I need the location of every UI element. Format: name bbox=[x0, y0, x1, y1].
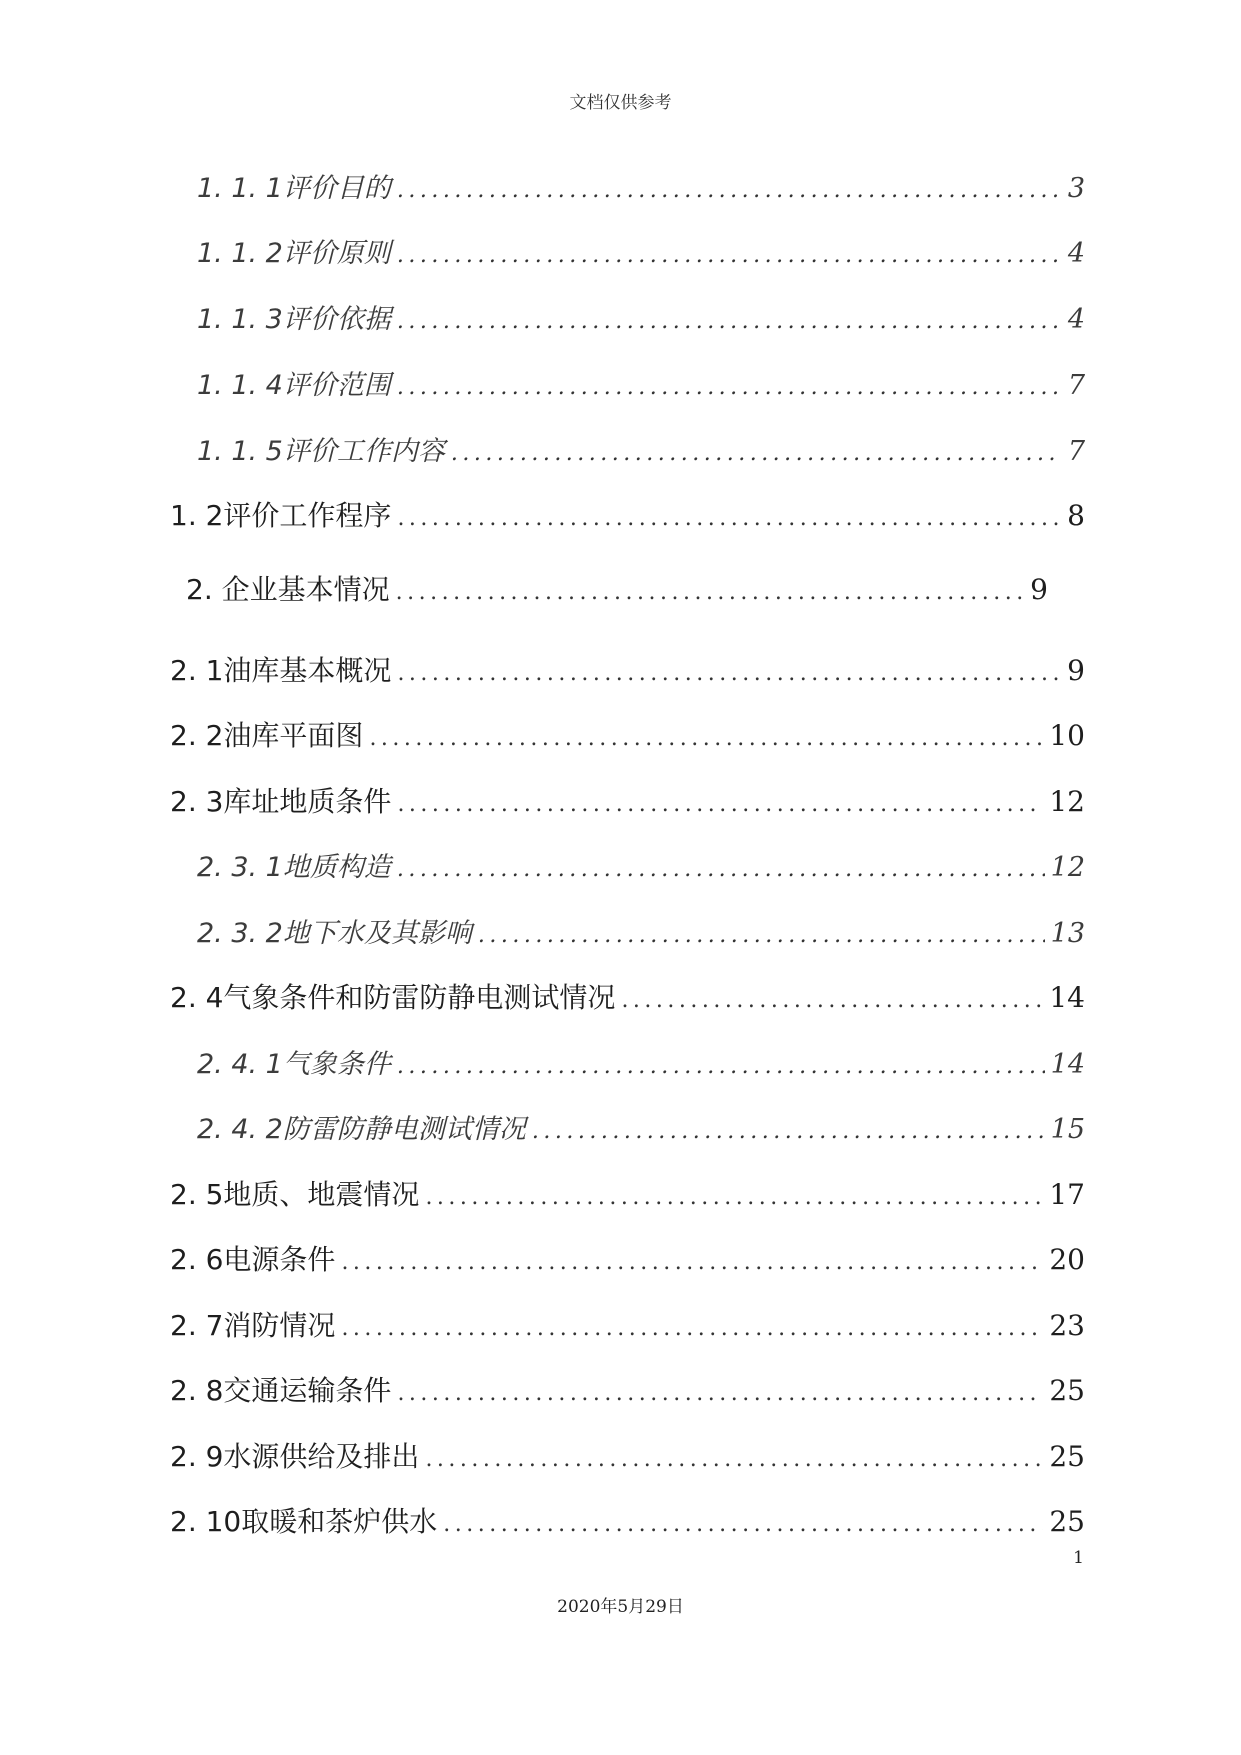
toc-entry[interactable] bbox=[170, 976, 1085, 1016]
toc-entry[interactable] bbox=[170, 780, 1085, 820]
toc-entry-label: 2. 4气象条件和防雷防静电测试情况 bbox=[170, 981, 616, 1014]
toc-entry-page: 12 bbox=[1050, 852, 1085, 883]
toc-entry[interactable] bbox=[197, 1042, 1085, 1082]
toc-entry-label: 2. 4. 2防雷防静电测试情况 bbox=[197, 1114, 526, 1145]
toc-entry-page: 25 bbox=[1049, 1505, 1085, 1538]
toc-entry-page: 25 bbox=[1049, 1374, 1085, 1407]
toc-entry-page: 17 bbox=[1049, 1178, 1085, 1211]
footer-date: 2020年5月29日 bbox=[557, 1597, 684, 1617]
toc-dot-leader bbox=[341, 1250, 1043, 1275]
toc-dot-leader bbox=[369, 726, 1043, 751]
toc-entry-label: 2. 3库址地质条件 bbox=[170, 785, 392, 818]
toc-entry[interactable] bbox=[197, 845, 1085, 885]
toc-entry-label: 2. 企业基本情况 bbox=[186, 573, 390, 606]
toc-entry[interactable] bbox=[170, 1238, 1085, 1278]
toc-dot-leader bbox=[397, 506, 1061, 531]
toc-entry-page: 9 bbox=[1030, 573, 1048, 606]
toc-dot-leader bbox=[397, 792, 1043, 817]
toc-entry-label: 1. 1. 3评价依据 bbox=[197, 304, 391, 335]
page-number: 1 bbox=[1073, 1548, 1084, 1568]
toc-dot-leader bbox=[451, 441, 1062, 466]
toc-entry-label: 2. 5地质、地震情况 bbox=[170, 1178, 420, 1211]
page-header: 文档仅供参考 bbox=[569, 93, 672, 113]
toc-dot-leader bbox=[397, 661, 1061, 686]
toc-entry-page: 15 bbox=[1050, 1114, 1085, 1145]
toc-entry[interactable] bbox=[170, 649, 1085, 689]
toc-entry[interactable] bbox=[170, 494, 1085, 534]
toc-entry[interactable] bbox=[170, 1369, 1085, 1409]
toc-entry-label: 1. 1. 1评价目的 bbox=[197, 173, 391, 204]
toc-entry-page: 14 bbox=[1050, 1049, 1085, 1080]
toc-entry[interactable] bbox=[197, 429, 1085, 469]
toc-dot-leader bbox=[397, 243, 1062, 268]
toc-entry-label: 1. 1. 5评价工作内容 bbox=[197, 436, 445, 467]
toc-dot-leader bbox=[425, 1185, 1043, 1210]
toc-entry-page: 25 bbox=[1049, 1440, 1085, 1473]
toc-entry-label: 2. 1油库基本概况 bbox=[170, 654, 392, 687]
toc-entry-label: 1. 1. 4评价范围 bbox=[197, 370, 391, 401]
toc-entry-label: 2. 8交通运输条件 bbox=[170, 1374, 392, 1407]
toc-entry-page: 23 bbox=[1049, 1309, 1085, 1342]
toc-entry-label: 2. 3. 2地下水及其影响 bbox=[197, 918, 472, 949]
toc-entry-label: 2. 4. 1气象条件 bbox=[197, 1049, 391, 1080]
toc-entry-label: 2. 6电源条件 bbox=[170, 1243, 336, 1276]
toc-entry[interactable] bbox=[170, 1435, 1085, 1475]
toc-entry-label: 2. 9水源供给及排出 bbox=[170, 1440, 420, 1473]
toc-entry-label: 1. 1. 2评价原则 bbox=[197, 238, 391, 269]
toc-dot-leader bbox=[397, 1381, 1043, 1406]
toc-entry-page: 14 bbox=[1049, 981, 1085, 1014]
toc-entry[interactable] bbox=[197, 231, 1085, 271]
toc-entry-page: 9 bbox=[1067, 654, 1085, 687]
toc-dot-leader bbox=[341, 1316, 1043, 1341]
toc-entry[interactable] bbox=[170, 1500, 1085, 1540]
toc-entry-label: 1. 2评价工作程序 bbox=[170, 499, 392, 532]
toc-dot-leader bbox=[397, 375, 1062, 400]
toc-entry[interactable] bbox=[197, 297, 1085, 337]
toc-dot-leader bbox=[396, 580, 1025, 605]
toc-entry[interactable] bbox=[197, 363, 1085, 403]
toc-entry-label: 2. 7消防情况 bbox=[170, 1309, 336, 1342]
toc-entry-page: 4 bbox=[1067, 238, 1085, 269]
toc-entry[interactable] bbox=[186, 568, 1048, 608]
toc-dot-leader bbox=[478, 923, 1045, 948]
toc-entry-page: 13 bbox=[1050, 918, 1085, 949]
toc-dot-leader bbox=[443, 1512, 1043, 1537]
toc-dot-leader bbox=[397, 178, 1062, 203]
toc-entry-label: 2. 10取暖和茶炉供水 bbox=[170, 1505, 438, 1538]
toc-entry-page: 7 bbox=[1067, 370, 1085, 401]
toc-dot-leader bbox=[397, 1054, 1045, 1079]
toc-entry[interactable] bbox=[170, 714, 1085, 754]
toc-dot-leader bbox=[532, 1119, 1045, 1144]
toc-entry[interactable] bbox=[197, 1107, 1085, 1147]
toc-dot-leader bbox=[621, 988, 1043, 1013]
toc-entry-page: 4 bbox=[1067, 304, 1085, 335]
toc-entry-page: 8 bbox=[1067, 499, 1085, 532]
toc-entry-label: 2. 2油库平面图 bbox=[170, 719, 364, 752]
toc-entry-page: 20 bbox=[1049, 1243, 1085, 1276]
toc-dot-leader bbox=[425, 1447, 1043, 1472]
toc-entry[interactable] bbox=[170, 1304, 1085, 1344]
toc-entry-page: 7 bbox=[1067, 436, 1085, 467]
toc-entry[interactable] bbox=[197, 166, 1085, 206]
toc-entry[interactable] bbox=[170, 1173, 1085, 1213]
toc-entry-label: 2. 3. 1地质构造 bbox=[197, 852, 391, 883]
toc-entry-page: 10 bbox=[1049, 719, 1085, 752]
toc-entry[interactable] bbox=[197, 911, 1085, 951]
toc-dot-leader bbox=[397, 309, 1062, 334]
toc-dot-leader bbox=[397, 857, 1045, 882]
toc-entry-page: 12 bbox=[1049, 785, 1085, 818]
toc-entry-page: 3 bbox=[1067, 173, 1085, 204]
